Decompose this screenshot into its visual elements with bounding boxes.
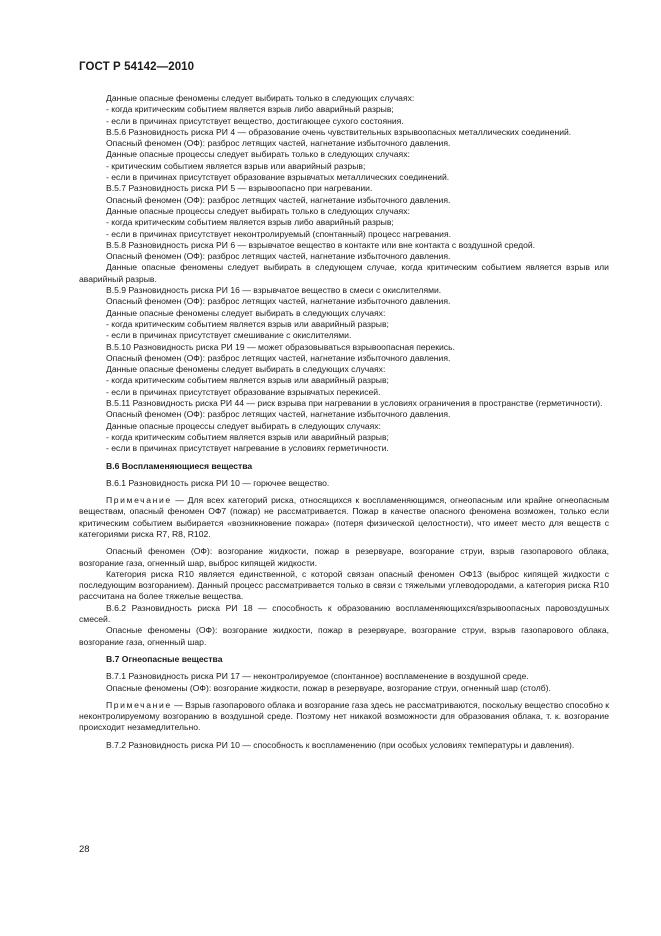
clause-b-5-6: В.5.6 Разновидность риска РИ 4 — образование очень чувствительных взрывоопасных металлических соединений. — [106, 126, 572, 137]
note-text: — Для всех категорий риска, относящихся к воспламеняющимся, огнеопасным или крайне огнеопасным веществам, опасный феномен ОФ7 (пожар) не рассматривается. Пожар в качестве опасного феномена возможен, только если критическим событием выбирается «возникновение пожара» (потеря физической целостности), что имеет место для веществ с категориями риска R7, R8, R102. — [79, 495, 609, 539]
list-item: - когда критическим событием является взрыв или аварийный разрыв; — [106, 375, 389, 386]
paragraph: Данные опасные процессы следует выбирать только в следующих случаях: — [106, 149, 410, 160]
paragraph: Опасный феномен (ОФ): разброс летящих частей, нагнетание избыточного давления. — [106, 409, 451, 420]
list-item: - если в причинах присутствует смешивание с окислителями. — [106, 330, 352, 341]
paragraph: Данные опасные процессы следует выбирать в следующих случаях: — [106, 420, 381, 431]
section-heading-b7: В.7 Огнеопасные вещества — [106, 653, 223, 664]
clause-b-6-1: В.6.1 Разновидность риска РИ 10 — горючее вещество. — [106, 477, 330, 488]
list-item: - если в причинах присутствует неконтролируемый (спонтанный) процесс нагревания. — [106, 228, 451, 239]
paragraph: Опасные феномены (ОФ): возгорание жидкости, пожар в резервуаре, возгорание струи, взрыв газопарового облака, возгорание газа, огненный шар. — [79, 625, 609, 647]
paragraph: Данные опасные феномены следует выбирать в следующем случае, когда критическим событием является взрыв или аварийный разрыв. — [79, 262, 609, 284]
paragraph: Опасные феномены (ОФ): возгорание жидкости, пожар в резервуаре, возгорание струи, огненный шар (столб). — [106, 682, 551, 693]
paragraph: Опасный феномен (ОФ): разброс летящих частей, нагнетание избыточного давления. — [106, 138, 451, 149]
paragraph: Опасный феномен (ОФ): разброс летящих частей, нагнетание избыточного давления. — [106, 194, 451, 205]
clause-b-5-7: В.5.7 Разновидность риска РИ 5 — взрывоопасно при нагревании. — [106, 183, 373, 194]
clause-b-6-2: В.6.2 Разновидность риска РИ 18 — способность к образованию воспламеняющихся/взрывоопасных паровоздушных смесей. — [79, 602, 609, 625]
paragraph: Данные опасные феномены следует выбирать в следующих случаях: — [106, 364, 386, 375]
paragraph: Опасный феномен (ОФ): возгорание жидкости, пожар в резервуаре, возгорание струи, взрыв газопарового облака, возгорание газа, огненный шар, выброс кипящей жидкости. — [79, 546, 609, 568]
paragraph: Данные опасные феномены следует выбирать только в следующих случаях: — [106, 93, 415, 103]
clause-b-5-11: В.5.11 Разновидность риска РИ 44 — риск взрыва при нагревании в условиях ограничения в пространстве (герметичности). — [106, 398, 603, 409]
note-label: Примечание — [106, 495, 172, 506]
paragraph: Опасный феномен (ОФ): разброс летящих частей, нагнетание избыточного давления. — [106, 296, 451, 307]
list-item: - если в причинах присутствует вещество, достигающее сухого состояния. — [106, 115, 404, 126]
paragraph: Опасный феномен (ОФ): разброс летящих частей, нагнетание избыточного давления. — [106, 352, 451, 363]
note — [79, 700, 609, 734]
document-body — [79, 93, 609, 751]
section-heading-b6: В.6 Воспламеняющиеся вещества — [106, 460, 253, 471]
page-number: 28 — [79, 844, 90, 855]
paragraph: Данные опасные феномены следует выбирать в следующих случаях: — [106, 307, 386, 318]
paragraph: Категория риска R10 является единственной, с которой связан опасный феномен ОФ13 (выброс кипящей жидкости с последующим возгоранием). Данный процесс рассматривается только в связи с тяжелыми углеводородами, а категория риска R10 рассчитана на более тяжелые вещества. — [79, 568, 609, 602]
clause-b-5-10: В.5.10 Разновидность риска РИ 19 — может образовываться взрывоопасная перекись. — [106, 341, 455, 352]
list-item: - если в причинах присутствует нагревание в условиях герметичности. — [106, 443, 389, 454]
list-item: - когда критическим событием является взрыв или аварийный разрыв; — [106, 318, 389, 329]
list-item: - если в причинах присутствует образование взрывчатых перекисей. — [106, 386, 381, 397]
document-code-header: ГОСТ Р 54142—2010 — [79, 61, 195, 73]
paragraph: Опасный феномен (ОФ): разброс летящих частей, нагнетание избыточного давления. — [106, 251, 451, 262]
list-item: - если в причинах присутствует образование взрывчатых металлических соединений. — [106, 172, 450, 183]
clause-b-7-1: В.7.1 Разновидность риска РИ 17 — неконтролируемое (спонтанное) воспламенение в воздушной среде. — [106, 671, 529, 682]
note — [79, 495, 609, 540]
clause-b-5-9: В.5.9 Разновидность риска РИ 16 — взрывчатое вещество в смеси с окислителями. — [106, 285, 442, 296]
list-item: - когда критическим событием является взрыв либо аварийный разрыв; — [106, 104, 394, 115]
note-label: Примечание — [106, 699, 172, 710]
note-text: — Взрыв газопарового облака и возгорание газа здесь не рассматриваются, поскольку вещество способно к неконтролируемому возгоранию в воздушной среде. Поэтому нет никакой возможности для образования облака, т. к. возгорание происходит незамедлительно. — [79, 699, 609, 733]
clause-b-5-8: В.5.8 Разновидность риска РИ 6 — взрывчатое вещество в контакте или вне контакта с воздушной средой. — [106, 239, 536, 250]
list-item: - когда критическим событием является взрыв либо аварийный разрыв; — [106, 217, 394, 228]
paragraph: Данные опасные процессы следует выбирать только в следующих случаях: — [106, 205, 410, 216]
list-item: - критическим событием является взрыв или аварийный разрыв; — [106, 160, 366, 171]
list-item: - когда критическим событием является взрыв или аварийный разрыв; — [106, 431, 389, 442]
clause-b-7-2: В.7.2 Разновидность риска РИ 10 — способность к воспламенению (при особых условиях температуры и давления). — [106, 739, 575, 750]
